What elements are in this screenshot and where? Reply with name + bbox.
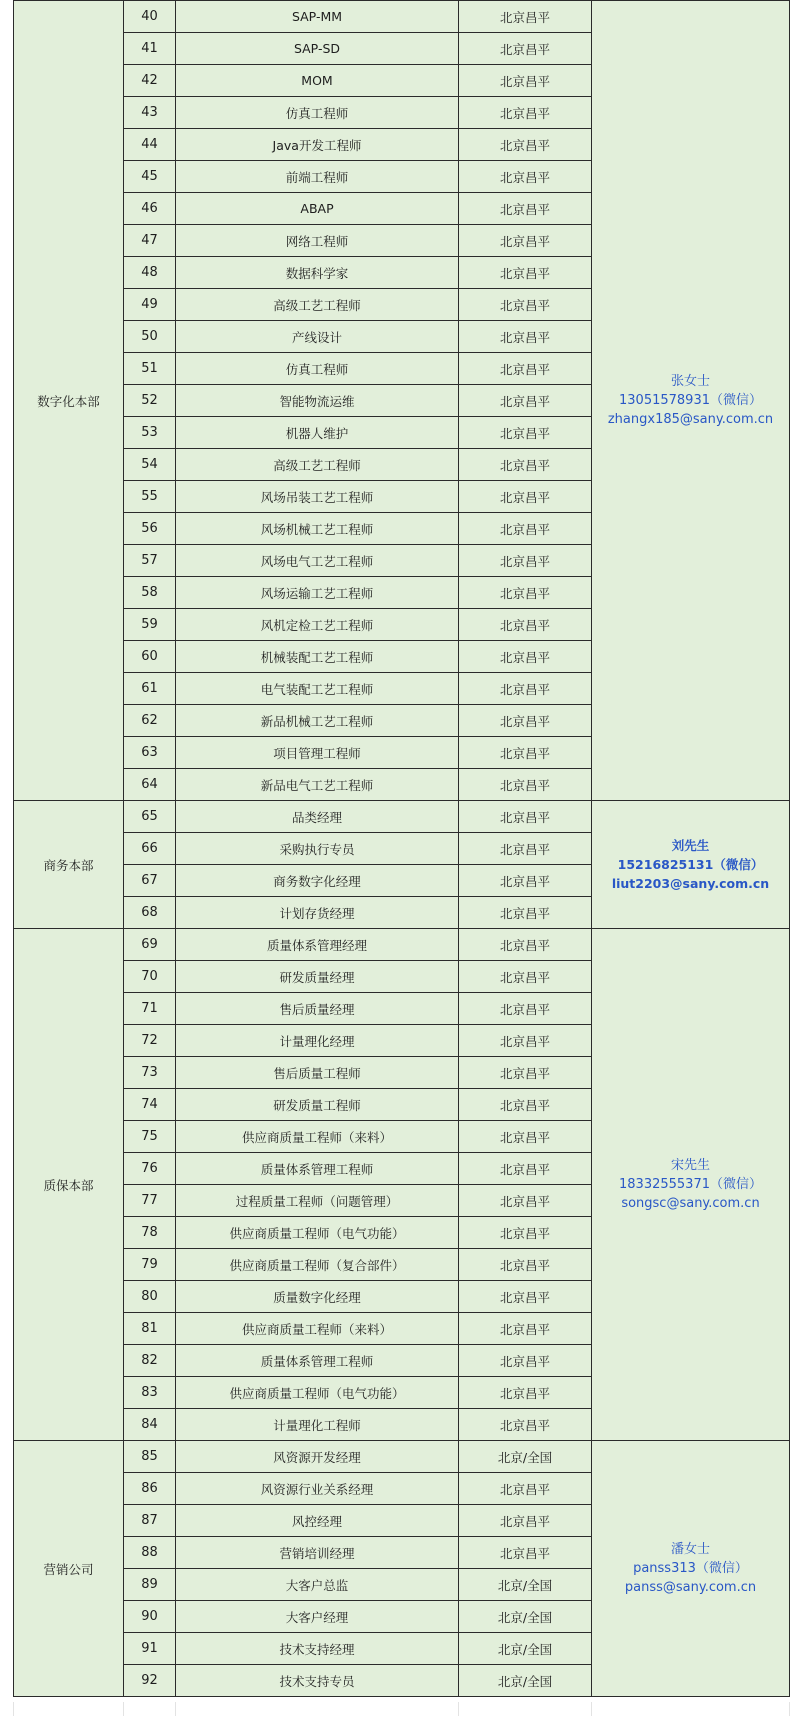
row-number: 48: [124, 257, 176, 289]
row-number: 40: [124, 1, 176, 33]
work-location: 北京昌平: [459, 577, 592, 609]
job-title: 风场机械工艺工程师: [176, 513, 459, 545]
work-location: 北京昌平: [459, 1473, 592, 1505]
row-number: 84: [124, 1409, 176, 1441]
row-number: 77: [124, 1185, 176, 1217]
work-location: 北京昌平: [459, 673, 592, 705]
work-location: 北京昌平: [459, 1089, 592, 1121]
department-cell: 质保本部: [14, 929, 124, 1441]
work-location: 北京昌平: [459, 161, 592, 193]
job-title: 质量体系管理工程师: [176, 1153, 459, 1185]
row-number: 83: [124, 1377, 176, 1409]
job-title: 计量理化工程师: [176, 1409, 459, 1441]
row-number: 50: [124, 321, 176, 353]
job-title: 供应商质量工程师（来料）: [176, 1121, 459, 1153]
job-title: 技术支持经理: [176, 1633, 459, 1665]
contact-phone: 18332555371（微信）: [619, 1177, 762, 1192]
job-listing-table: [13, 0, 790, 1697]
job-title: 项目管理工程师: [176, 737, 459, 769]
row-number: 56: [124, 513, 176, 545]
work-location: 北京/全国: [459, 1441, 592, 1473]
row-number: 67: [124, 865, 176, 897]
contact-name: 宋先生: [670, 1158, 710, 1173]
row-number: 79: [124, 1249, 176, 1281]
contact-phone: 15216825131（微信）: [617, 857, 764, 872]
row-number: 92: [124, 1665, 176, 1697]
work-location: 北京昌平: [459, 1153, 592, 1185]
work-location: 北京昌平: [459, 833, 592, 865]
work-location: 北京昌平: [459, 1409, 592, 1441]
work-location: 北京昌平: [459, 929, 592, 961]
row-number: 60: [124, 641, 176, 673]
job-title: 风资源行业关系经理: [176, 1473, 459, 1505]
row-number: 78: [124, 1217, 176, 1249]
work-location: 北京昌平: [459, 1217, 592, 1249]
contact-cell: [592, 1441, 790, 1697]
contact-cell: [592, 801, 790, 929]
row-number: 64: [124, 769, 176, 801]
row-number: 74: [124, 1089, 176, 1121]
job-title: Java开发工程师: [176, 129, 459, 161]
work-location: 北京昌平: [459, 1249, 592, 1281]
contact-phone: 13051578931（微信）: [619, 393, 762, 408]
job-title: 机器人维护: [176, 417, 459, 449]
work-location: 北京昌平: [459, 513, 592, 545]
row-number: 43: [124, 97, 176, 129]
job-title: 风资源开发经理: [176, 1441, 459, 1473]
row-number: 54: [124, 449, 176, 481]
row-number: 59: [124, 609, 176, 641]
contact-email: zhangx185@sany.com.cn: [607, 412, 774, 427]
job-title: 机械装配工艺工程师: [176, 641, 459, 673]
work-location: 北京昌平: [459, 897, 592, 929]
job-title: 风场电气工艺工程师: [176, 545, 459, 577]
job-title: 新品电气工艺工程师: [176, 769, 459, 801]
job-title: 电气装配工艺工程师: [176, 673, 459, 705]
work-location: 北京昌平: [459, 1377, 592, 1409]
row-number: 58: [124, 577, 176, 609]
job-title: 高级工艺工程师: [176, 289, 459, 321]
job-title: 研发质量经理: [176, 961, 459, 993]
contact-email: liut2203@sany.com.cn: [611, 876, 770, 891]
row-number: 62: [124, 705, 176, 737]
job-title: 技术支持专员: [176, 1665, 459, 1697]
work-location: 北京昌平: [459, 993, 592, 1025]
table-row: [14, 801, 790, 833]
job-title: SAP-MM: [176, 1, 459, 33]
row-number: 88: [124, 1537, 176, 1569]
row-number: 51: [124, 353, 176, 385]
job-title: 售后质量经理: [176, 993, 459, 1025]
job-title: SAP-SD: [176, 33, 459, 65]
work-location: 北京昌平: [459, 961, 592, 993]
work-location: 北京昌平: [459, 1025, 592, 1057]
job-title: 仿真工程师: [176, 353, 459, 385]
row-number: 71: [124, 993, 176, 1025]
contact-name: 张女士: [670, 374, 710, 389]
row-number: 80: [124, 1281, 176, 1313]
row-number: 75: [124, 1121, 176, 1153]
job-title: 风机定检工艺工程师: [176, 609, 459, 641]
job-title: 数据科学家: [176, 257, 459, 289]
job-title: 大客户经理: [176, 1601, 459, 1633]
contact-email: panss@sany.com.cn: [624, 1580, 757, 1595]
job-title: 风控经理: [176, 1505, 459, 1537]
work-location: 北京昌平: [459, 1281, 592, 1313]
job-title: 风场运输工艺工程师: [176, 577, 459, 609]
work-location: 北京昌平: [459, 1537, 592, 1569]
row-number: 55: [124, 481, 176, 513]
job-title: 质量体系管理工程师: [176, 1345, 459, 1377]
row-number: 42: [124, 65, 176, 97]
table-row: [14, 929, 790, 961]
row-number: 90: [124, 1601, 176, 1633]
work-location: 北京昌平: [459, 609, 592, 641]
work-location: 北京昌平: [459, 321, 592, 353]
job-title: 供应商质量工程师（电气功能）: [176, 1217, 459, 1249]
row-number: 61: [124, 673, 176, 705]
job-title: 产线设计: [176, 321, 459, 353]
job-title: 质量体系管理经理: [176, 929, 459, 961]
row-number: 63: [124, 737, 176, 769]
row-number: 52: [124, 385, 176, 417]
work-location: 北京昌平: [459, 1185, 592, 1217]
contact-name: 刘先生: [671, 838, 710, 853]
row-number: 76: [124, 1153, 176, 1185]
job-title: MOM: [176, 65, 459, 97]
work-location: 北京昌平: [459, 65, 592, 97]
row-number: 73: [124, 1057, 176, 1089]
job-title: 网络工程师: [176, 225, 459, 257]
work-location: 北京昌平: [459, 737, 592, 769]
row-number: 47: [124, 225, 176, 257]
work-location: 北京昌平: [459, 1505, 592, 1537]
contact-cell: [592, 1, 790, 801]
work-location: 北京昌平: [459, 289, 592, 321]
table-row: [14, 1441, 790, 1473]
next-row-fragment: [0, 1702, 800, 1716]
work-location: 北京昌平: [459, 705, 592, 737]
job-title: 大客户总监: [176, 1569, 459, 1601]
job-title: 仿真工程师: [176, 97, 459, 129]
work-location: 北京昌平: [459, 417, 592, 449]
row-number: 82: [124, 1345, 176, 1377]
job-title: 质量数字化经理: [176, 1281, 459, 1313]
job-title: 智能物流运维: [176, 385, 459, 417]
work-location: 北京昌平: [459, 97, 592, 129]
work-location: 北京昌平: [459, 257, 592, 289]
work-location: 北京昌平: [459, 225, 592, 257]
work-location: 北京昌平: [459, 545, 592, 577]
job-title: ABAP: [176, 193, 459, 225]
row-number: 85: [124, 1441, 176, 1473]
work-location: 北京/全国: [459, 1633, 592, 1665]
contact-phone: panss313（微信）: [633, 1561, 748, 1576]
work-location: 北京昌平: [459, 385, 592, 417]
row-number: 65: [124, 801, 176, 833]
department-cell: 商务本部: [14, 801, 124, 929]
contact-name: 潘女士: [670, 1542, 710, 1557]
work-location: 北京昌平: [459, 1121, 592, 1153]
row-number: 68: [124, 897, 176, 929]
work-location: 北京昌平: [459, 641, 592, 673]
work-location: 北京/全国: [459, 1569, 592, 1601]
job-title: 计量理化经理: [176, 1025, 459, 1057]
department-cell: 营销公司: [14, 1441, 124, 1697]
job-title: 风场吊装工艺工程师: [176, 481, 459, 513]
job-title: 供应商质量工程师（电气功能）: [176, 1377, 459, 1409]
work-location: 北京昌平: [459, 481, 592, 513]
work-location: 北京昌平: [459, 33, 592, 65]
row-number: 49: [124, 289, 176, 321]
job-title: 采购执行专员: [176, 833, 459, 865]
contact-email: songsc@sany.com.cn: [621, 1196, 760, 1211]
work-location: 北京/全国: [459, 1601, 592, 1633]
row-number: 87: [124, 1505, 176, 1537]
work-location: 北京昌平: [459, 1313, 592, 1345]
work-location: 北京昌平: [459, 801, 592, 833]
row-number: 53: [124, 417, 176, 449]
job-title: 营销培训经理: [176, 1537, 459, 1569]
job-title: 品类经理: [176, 801, 459, 833]
row-number: 69: [124, 929, 176, 961]
work-location: 北京昌平: [459, 353, 592, 385]
work-location: 北京昌平: [459, 449, 592, 481]
work-location: 北京/全国: [459, 1665, 592, 1697]
row-number: 57: [124, 545, 176, 577]
job-title: 研发质量工程师: [176, 1089, 459, 1121]
table-row: [14, 1, 790, 33]
work-location: 北京昌平: [459, 1345, 592, 1377]
job-title: 新品机械工艺工程师: [176, 705, 459, 737]
work-location: 北京昌平: [459, 1, 592, 33]
department-cell: 数字化本部: [14, 1, 124, 801]
row-number: 41: [124, 33, 176, 65]
row-number: 45: [124, 161, 176, 193]
work-location: 北京昌平: [459, 1057, 592, 1089]
job-title: 售后质量工程师: [176, 1057, 459, 1089]
row-number: 46: [124, 193, 176, 225]
work-location: 北京昌平: [459, 769, 592, 801]
row-number: 86: [124, 1473, 176, 1505]
work-location: 北京昌平: [459, 193, 592, 225]
job-title: 商务数字化经理: [176, 865, 459, 897]
row-number: 91: [124, 1633, 176, 1665]
work-location: 北京昌平: [459, 129, 592, 161]
row-number: 81: [124, 1313, 176, 1345]
contact-cell: [592, 929, 790, 1441]
job-title: 高级工艺工程师: [176, 449, 459, 481]
row-number: 66: [124, 833, 176, 865]
job-title: 计划存货经理: [176, 897, 459, 929]
job-title: 过程质量工程师（问题管理）: [176, 1185, 459, 1217]
work-location: 北京昌平: [459, 865, 592, 897]
job-title: 供应商质量工程师（复合部件）: [176, 1249, 459, 1281]
row-number: 89: [124, 1569, 176, 1601]
job-title: 前端工程师: [176, 161, 459, 193]
row-number: 44: [124, 129, 176, 161]
row-number: 70: [124, 961, 176, 993]
row-number: 72: [124, 1025, 176, 1057]
job-title: 供应商质量工程师（来料）: [176, 1313, 459, 1345]
